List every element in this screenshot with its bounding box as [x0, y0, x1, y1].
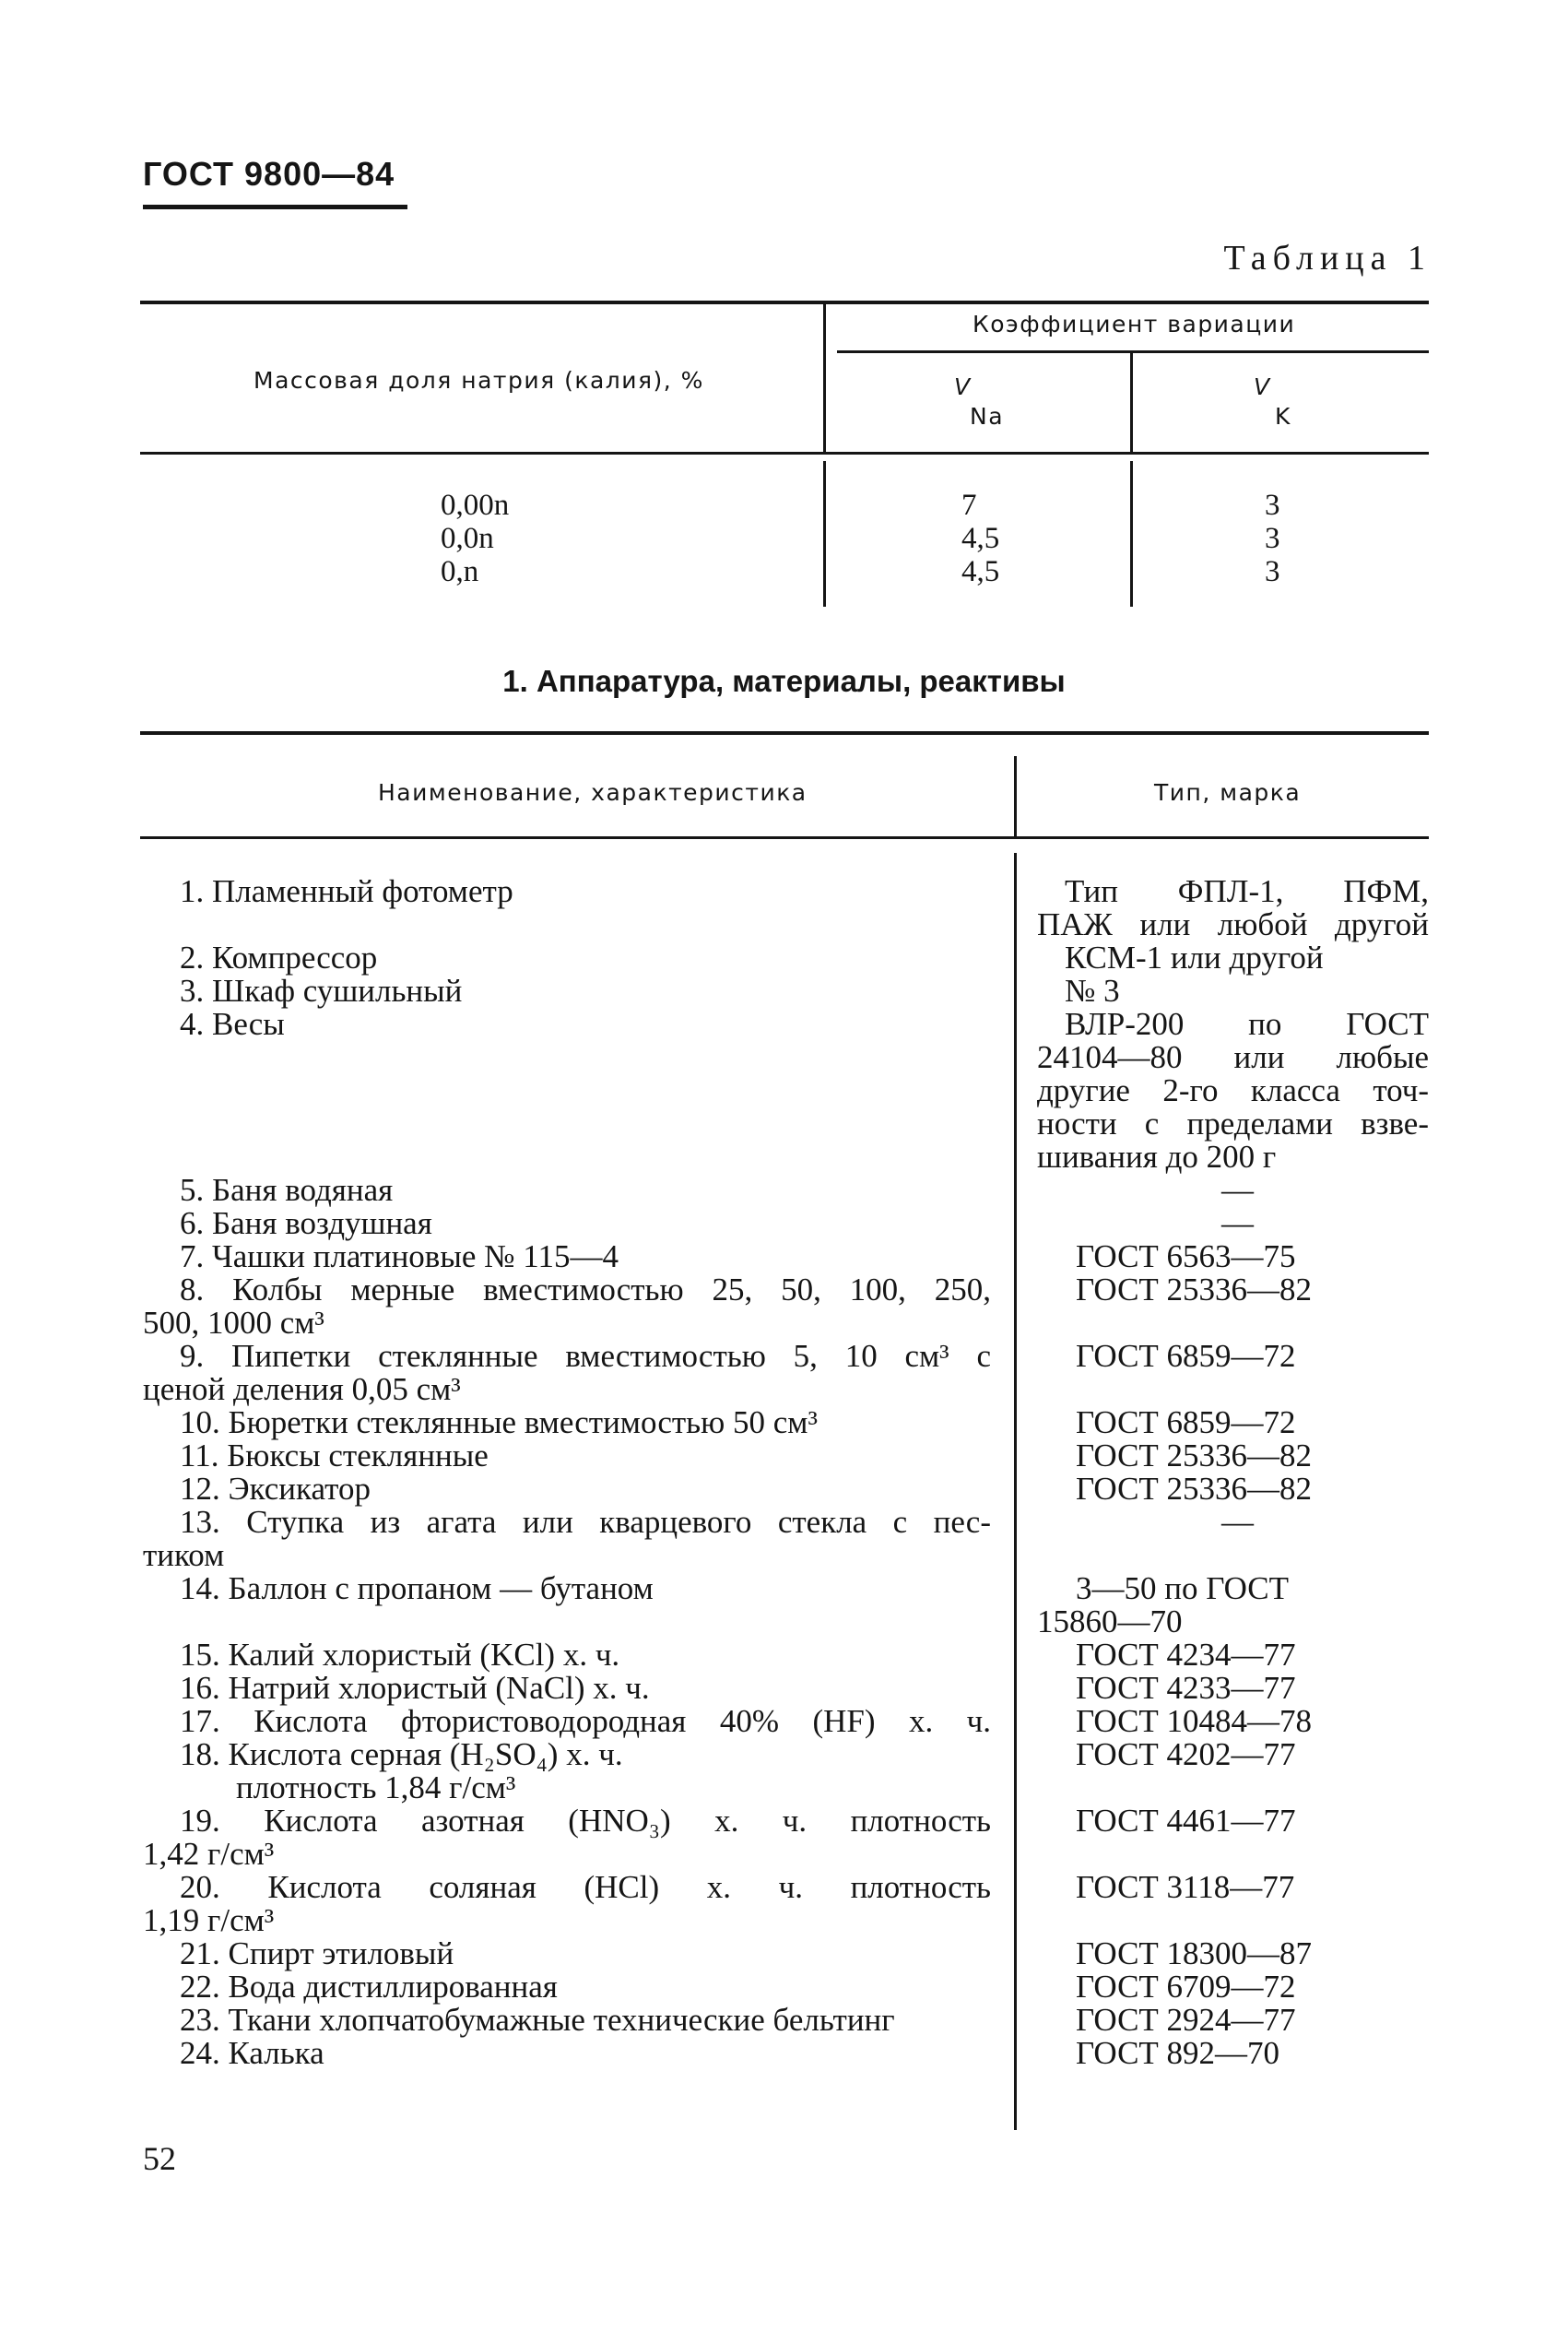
table1-vk-letter: V — [1254, 373, 1271, 400]
table2-item-name: 20. Кислота соляная (HCl) х. ч. плотность — [180, 1869, 991, 1905]
table2-item-mark: другие 2-го класса точ- — [1037, 1072, 1429, 1108]
table2-item-mark: 24104—80 или любые — [1037, 1039, 1429, 1075]
table2-item-name: 15. Калий хлористый (KCl) х. ч. — [180, 1637, 620, 1673]
table1-row-vna: 4,5 — [961, 522, 1000, 555]
table2-item-mark: ГОСТ 4461—77 — [1076, 1803, 1296, 1839]
table2-item-name: 19. Кислота азотная (HNO₃) х. ч. плотность — [180, 1803, 991, 1839]
table2-head-rule — [140, 836, 1429, 839]
table2-item-name-cont: 1,19 г/см³ — [143, 1902, 275, 1938]
table2-divider-body — [1014, 853, 1017, 2130]
table2-item-mark: ГОСТ 18300—87 — [1076, 1935, 1313, 1971]
table2-item-name: 14. Баллон с пропаном — бутаном — [180, 1570, 654, 1606]
table2-item-name: 23. Ткани хлопчатобумажные технические бельтинг — [180, 2002, 895, 2038]
section-title: 1. Аппаратура, материалы, реактивы — [502, 664, 1066, 698]
table2-spacer — [1037, 1771, 1429, 1804]
table1-caption: Таблица 1 — [1223, 239, 1432, 278]
table2-top-rule — [140, 731, 1429, 735]
table2-item-name: 1. Пламенный фотометр — [180, 873, 513, 909]
table1-row-vk: 3 — [1265, 522, 1280, 555]
table2-spacer — [143, 1605, 991, 1639]
table2-item-mark: ГОСТ 25336—82 — [1076, 1272, 1313, 1307]
table1-row-fraction: 0,n — [441, 555, 479, 588]
table1-row-fraction: 0,00n — [441, 489, 510, 522]
table1-vk-col — [1265, 489, 1280, 588]
table2-item-name: 21. Спирт этиловый — [180, 1935, 454, 1971]
table2-item-mark: ГОСТ 892—70 — [1076, 2035, 1280, 2071]
table2-item-mark: ГОСТ 25336—82 — [1076, 1471, 1313, 1507]
table2-item-name: 16. Натрий хлористый (NaCl) х. ч. — [180, 1670, 650, 1706]
table2-item-name: 2. Компрессор — [180, 940, 378, 976]
table2-item-name: 7. Чашки платиновые № 115—4 — [180, 1238, 619, 1274]
table2-item-name: 6. Баня воздушная — [180, 1205, 432, 1241]
table1-row-vna: 7 — [961, 489, 977, 522]
table2-item-mark: шивания до 200 г — [1037, 1139, 1277, 1175]
table2-item-mark: ГОСТ 4234—77 — [1076, 1637, 1296, 1673]
table2-item-mark: ГОСТ 4202—77 — [1076, 1736, 1296, 1772]
table2-item-name: 18. Кислота серная (H₂SO₄) х. ч. — [180, 1736, 623, 1772]
table1-vna-sub: Na — [970, 403, 1005, 430]
table2-item-mark: — — [1221, 1172, 1254, 1208]
table2-item-name: 22. Вода дистиллированная — [180, 1969, 558, 2005]
table1-row-vk: 3 — [1265, 555, 1280, 588]
table2-item-name: 9. Пипетки стеклянные вместимостью 5, 10 см³ с — [180, 1338, 991, 1374]
table2-spacer — [1037, 1307, 1429, 1340]
table2-item-mark: — — [1221, 1504, 1254, 1540]
table2-item-mark: — — [1221, 1205, 1254, 1241]
document-code: ГОСТ 9800—84 — [143, 155, 395, 193]
table2-item-mark: 15860—70 — [1037, 1603, 1183, 1639]
table1-group-header: Коэффициент вариации — [973, 311, 1296, 337]
table2-spacer — [1037, 1373, 1429, 1406]
table2-item-mark: ПАЖ или любой другой — [1037, 906, 1429, 942]
table2-item-mark: ГОСТ 6709—72 — [1076, 1969, 1296, 2005]
table2-item-mark: Тип ФПЛ-1, ПФМ, — [1065, 873, 1429, 909]
table2-marks — [1037, 875, 1429, 2070]
table2-item-mark: ГОСТ 6859—72 — [1076, 1404, 1296, 1440]
table2-item-name: 11. Бюксы стеклянные — [180, 1438, 489, 1473]
table2-spacer — [143, 908, 991, 941]
table2-divider-head — [1014, 756, 1017, 836]
table1-fraction-col — [441, 489, 509, 588]
table2-item-mark: КСМ-1 или другой — [1065, 940, 1324, 976]
table2-item-mark: ГОСТ 6859—72 — [1076, 1338, 1296, 1374]
table2-item-name: 10. Бюретки стеклянные вместимостью 50 см³ — [180, 1404, 818, 1440]
table1-divider-2-body — [1130, 461, 1133, 607]
table2-item-name-cont: 500, 1000 см³ — [143, 1305, 324, 1341]
table1-vna-col — [961, 489, 999, 588]
table1-top-rule — [140, 301, 1429, 304]
table1-vna-letter: V — [954, 373, 972, 400]
table1-head-rule — [140, 452, 1429, 455]
table2-item-mark: ГОСТ 10484—78 — [1076, 1703, 1313, 1739]
table2-col1-header: Наименование, характеристика — [378, 779, 808, 806]
page-number: 52 — [143, 2140, 176, 2177]
table2-item-mark: 3—50 по ГОСТ — [1076, 1570, 1290, 1606]
table2-item-name: 17. Кислота фтористоводородная 40% (HF) х. ч. — [180, 1703, 991, 1739]
table2-item-name: 3. Шкаф сушильный — [180, 973, 463, 1009]
table1-divider-1-body — [823, 461, 826, 607]
table2-item-mark: ГОСТ 25336—82 — [1076, 1438, 1313, 1473]
table2-item-mark: ВЛР-200 по ГОСТ — [1065, 1006, 1429, 1042]
table2-item-name: 8. Колбы мерные вместимостью 25, 50, 100, 250, — [180, 1272, 991, 1307]
table1-row-vk: 3 — [1265, 489, 1280, 522]
table2-item-mark: ГОСТ 2924—77 — [1076, 2002, 1296, 2038]
table2-item-name-cont: 1,42 г/см³ — [143, 1836, 275, 1872]
table2-item-name: 24. Калька — [180, 2035, 324, 2071]
table2-item-mark: ГОСТ 3118—77 — [1076, 1869, 1295, 1905]
table2-item-mark: ГОСТ 4233—77 — [1076, 1670, 1296, 1706]
table1-row-fraction: 0,0n — [441, 522, 494, 555]
table2-item-mark: № 3 — [1065, 973, 1120, 1009]
table2-item-name: 12. Эксикатор — [180, 1471, 371, 1507]
table1-vk-sub: K — [1275, 403, 1291, 430]
table2-item-name-cont: плотность 1,84 г/см³ — [236, 1769, 516, 1805]
table2-item-name: 4. Весы — [180, 1006, 285, 1042]
table2-spacer — [143, 1041, 991, 1174]
table2-item-name: 13. Ступка из агата или кварцевого стекла с пес- — [180, 1504, 991, 1540]
table2-item-mark: ГОСТ 6563—75 — [1076, 1238, 1296, 1274]
header-underline — [143, 205, 407, 209]
table2-spacer — [1037, 1539, 1429, 1572]
table1-divider-1 — [823, 304, 826, 452]
table1-row-vna: 4,5 — [961, 555, 1000, 588]
table2-item-name-cont: ценой деления 0,05 см³ — [143, 1371, 461, 1407]
table1-divider-2 — [1130, 353, 1133, 452]
table2-item-name: 5. Баня водяная — [180, 1172, 394, 1208]
table2-item-name-cont: тиком — [143, 1537, 225, 1573]
table2-names — [143, 875, 991, 2070]
table1-col1-header: Массовая доля натрия (калия), % — [253, 367, 704, 394]
table2-col2-header: Тип, марка — [1154, 779, 1302, 806]
table2-item-mark: ности с пределами взве- — [1037, 1106, 1429, 1142]
table1-group-rule — [837, 350, 1429, 353]
table2-spacer — [1037, 1838, 1429, 1871]
table2-spacer — [1037, 1904, 1429, 1937]
